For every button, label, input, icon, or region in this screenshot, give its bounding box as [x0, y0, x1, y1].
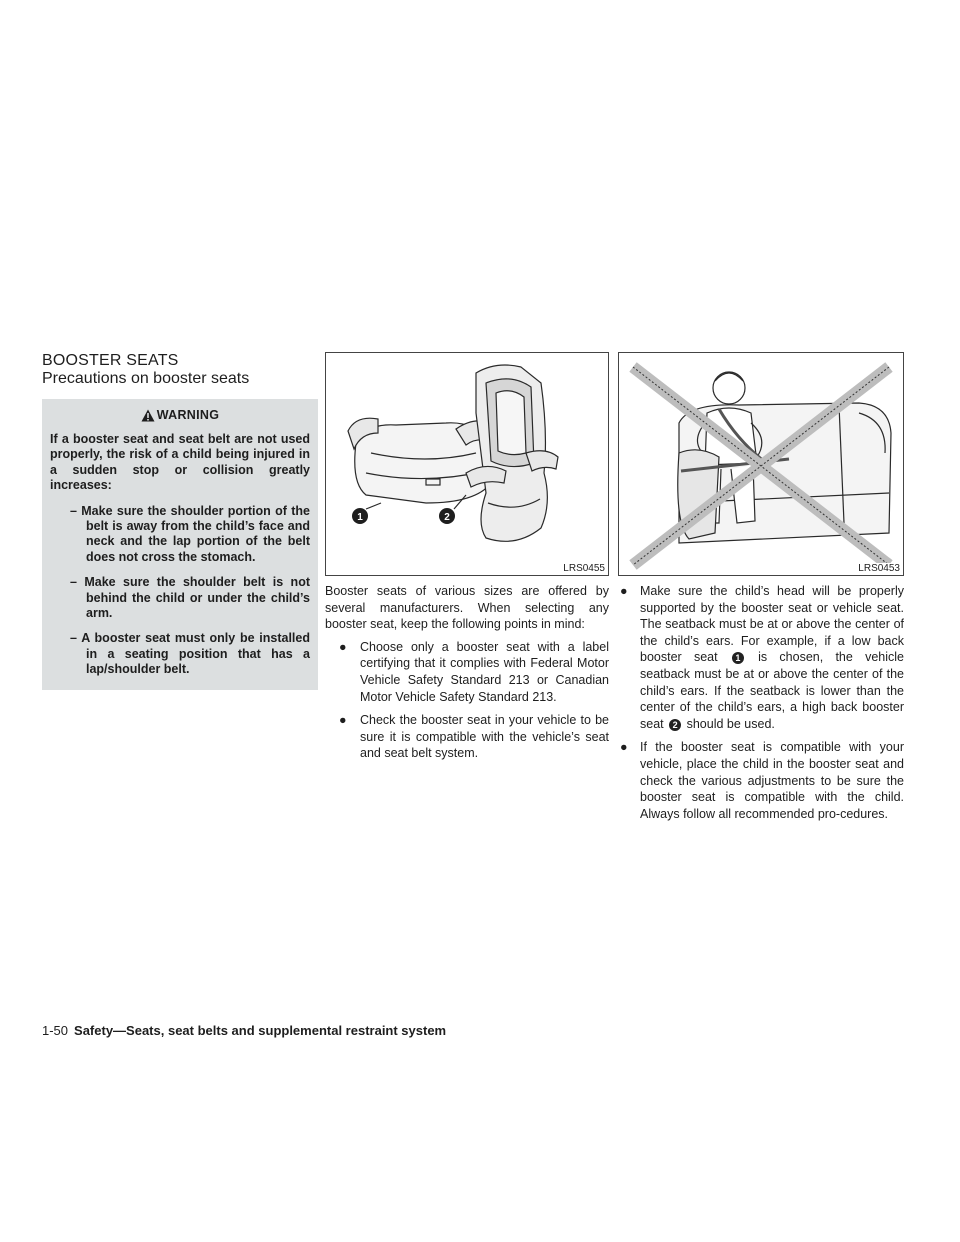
- section-subtitle: Precautions on booster seats: [42, 370, 250, 387]
- warning-intro: If a booster seat and seat belt are not used properly, the risk of a child being injured in a sudden stop or collision greatly increases:: [50, 432, 310, 493]
- callout-2: [439, 508, 455, 524]
- warning-triangle-icon: [141, 409, 155, 422]
- warning-item: – Make sure the shoulder belt is not behind the child or under the child’s arm.: [70, 575, 310, 621]
- callout-1-ref: 1: [732, 652, 744, 664]
- callout-2-ref: 2: [669, 719, 681, 731]
- figure-code: LRS0455: [560, 563, 605, 574]
- incorrect-usage-figure: [618, 352, 904, 576]
- list-item: [339, 712, 609, 762]
- chapter-title: Safety—Seats, seat belts and supplemental restraint system: [74, 1023, 447, 1038]
- bullet-icon: ●: [620, 740, 628, 755]
- bullet-icon: ●: [339, 713, 347, 728]
- bullet-text-part2: is chosen, the vehicle seatback must be at or above the center of the child’s ears. If the seatback is lower than the center of the child’s ears, a high back booster seat: [640, 650, 904, 731]
- right-bullet-list: [618, 583, 904, 822]
- bullet-icon: ●: [620, 584, 628, 598]
- middle-bullet-list: [325, 639, 609, 762]
- bullet-text: Choose only a booster seat with a label certifying that it complies with Federal Motor Vehicle Safety Standard 213 or Canadian Motor Vehicle Safety Standard 213.: [360, 639, 609, 704]
- list-item: [618, 583, 904, 732]
- warning-heading-text: WARNING: [156, 408, 220, 422]
- right-column: [618, 352, 904, 829]
- booster-seats-figure: [325, 352, 609, 576]
- list-item: [618, 739, 904, 822]
- section-title: BOOSTER SEATS: [42, 352, 179, 369]
- bullet-text: If the booster seat is compatible with your vehicle, place the child in the booster seat and check the various adjustments to be sure the booster seat is compatible with the child. Always follow all recommended pro-cedures.: [640, 740, 904, 821]
- page-number: 1-50: [42, 1023, 69, 1038]
- middle-intro-paragraph: Booster seats of various sizes are offered by several manufacturers. When selecting any booster seat, keep the following points in mind:: [325, 584, 609, 632]
- bullet-text-part3: should be used.: [686, 716, 775, 731]
- warning-item: – A booster seat must only be installed in a seating position that has a lap/shoulder belt.: [70, 631, 310, 677]
- figure-code: LRS0453: [855, 563, 900, 574]
- callout-1-label: 1: [357, 512, 363, 523]
- callout-2-label: 2: [444, 512, 450, 523]
- warning-item: – Make sure the shoulder portion of the belt is away from the child’s face and neck and the lap portion of the belt does not cross the stomach.: [70, 503, 310, 564]
- warning-box: [42, 399, 318, 690]
- callout-1: [352, 508, 368, 524]
- middle-column: [325, 352, 609, 769]
- warning-heading: [50, 408, 310, 422]
- page-footer: [42, 1023, 446, 1038]
- bullet-icon: ●: [339, 639, 347, 654]
- child-in-seat-illustration: [619, 353, 903, 575]
- warning-list: [50, 504, 310, 678]
- left-column: [42, 352, 318, 690]
- list-item: [339, 639, 609, 705]
- booster-seats-illustration: [326, 353, 608, 575]
- bullet-text-part1: Make sure the child’s head will be properly supported by the booster seat or vehicle seat. The seatback must be at or above the center of the child’s ears. For example, if a low back booster seat: [640, 584, 904, 665]
- bullet-text: Check the booster seat in your vehicle to be sure it is compatible with the vehicle’s seat and seat belt system.: [360, 713, 609, 761]
